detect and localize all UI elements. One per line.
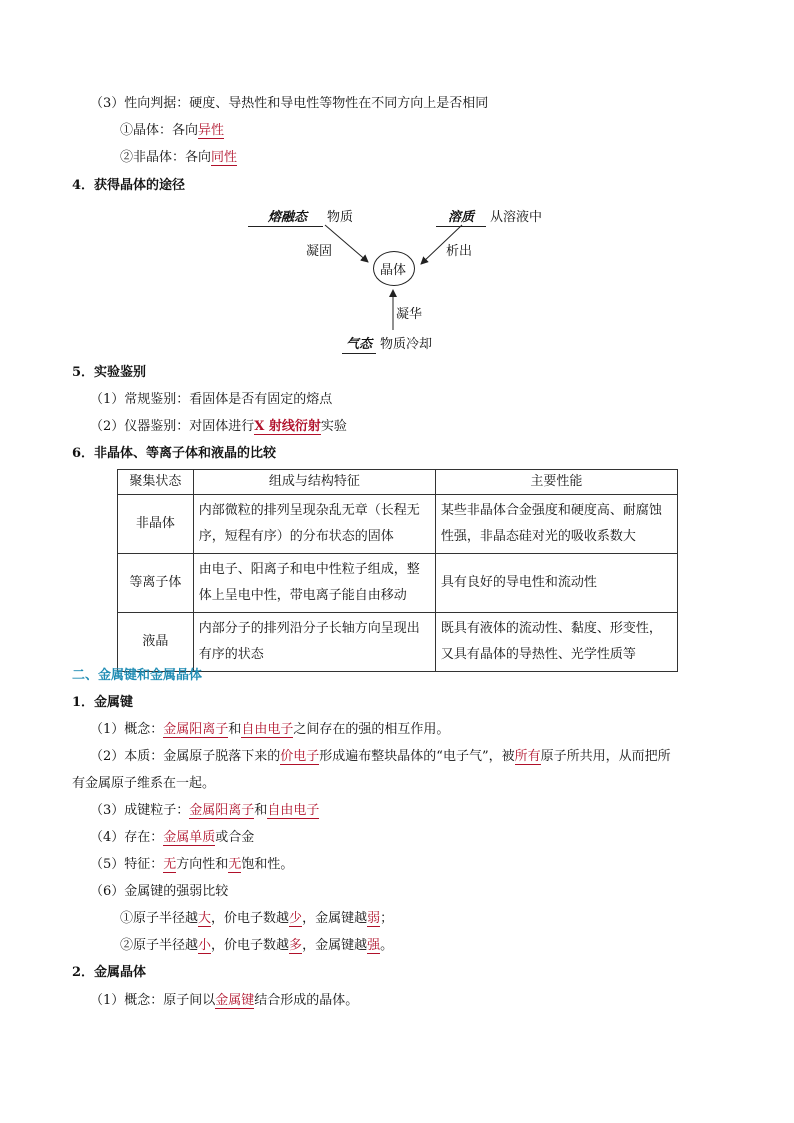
rule1-text-c: ，金属键越 bbox=[302, 911, 368, 926]
solidify-label: 凝固 bbox=[306, 244, 333, 259]
rule2-answer-2: 多 bbox=[289, 938, 303, 953]
particles-answer-2: 自由电子 bbox=[267, 803, 320, 818]
noncrystal-isotropy-line bbox=[120, 149, 237, 167]
row-property: 既具有液体的流动性、黏度、形变性，又具有晶体的导热性、光学性质等 bbox=[435, 613, 677, 672]
instrument-identification bbox=[90, 418, 347, 436]
feature-label: （5）特征： bbox=[90, 857, 164, 872]
concept-label: （1）概念： bbox=[90, 722, 164, 737]
mc-label: （1）概念：原子间以 bbox=[90, 993, 216, 1008]
mc-answer: 金属键 bbox=[215, 993, 255, 1008]
header-structure: 组成与结构特征 bbox=[193, 470, 435, 495]
routine-identification: （1）常规鉴别：看固体是否有固定的熔点 bbox=[90, 392, 333, 407]
instrument-label: （2）仪器鉴别：对固体进行 bbox=[90, 419, 255, 434]
bond-essence bbox=[90, 748, 671, 766]
row-property: 某些非晶体合金强度和硬度高、耐腐蚀性强，非晶态硅对光的吸收系数大 bbox=[435, 495, 677, 554]
melt-text: 物质 bbox=[327, 210, 354, 225]
concept-connector: 和 bbox=[228, 722, 242, 737]
rule1-answer-3: 弱 bbox=[367, 911, 381, 926]
rule1-text-d: ； bbox=[380, 911, 394, 926]
comparison-table bbox=[117, 469, 678, 672]
crystal-anisotropy-line bbox=[120, 122, 224, 140]
table-row bbox=[118, 495, 678, 554]
rule2-text-d: 。 bbox=[380, 938, 394, 953]
concept-answer-1: 金属阳离子 bbox=[163, 722, 229, 737]
bond-existence bbox=[90, 829, 254, 847]
gas-blank: 气态 bbox=[342, 337, 376, 354]
bond-essence-continued: 有金属原子维系在一起。 bbox=[72, 776, 216, 791]
row-structure: 内部微粒的排列呈现杂乱无章（长程无序，短程有序）的分布状态的固体 bbox=[193, 495, 435, 554]
row-structure: 内部分子的排列沿分子长轴方向呈现出有序的状态 bbox=[193, 613, 435, 672]
feature-suffix: 饱和性。 bbox=[241, 857, 294, 872]
arrow-solidify bbox=[325, 225, 368, 262]
header-property: 主要性能 bbox=[435, 470, 677, 495]
exist-suffix: 或合金 bbox=[215, 830, 255, 845]
bond-strength-title: （6）金属键的强弱比较 bbox=[90, 884, 229, 899]
bond-concept bbox=[90, 721, 449, 739]
anisotropy-criterion: （3）性向判据：硬度、导热性和导电性等物性在不同方向上是否相同 bbox=[90, 96, 489, 111]
part-2-title: 二、金属键和金属晶体 bbox=[72, 668, 203, 683]
noncrystal-label: ②非晶体：各向 bbox=[120, 150, 212, 165]
bonding-particles bbox=[90, 802, 319, 820]
exist-answer: 金属单质 bbox=[163, 830, 216, 845]
row-structure: 由电子、阳离子和电中性粒子组成，整体上呈电中性，带电离子能自由移动 bbox=[193, 554, 435, 613]
rule1-text-b: ，价电子数越 bbox=[211, 911, 290, 926]
concept-suffix: 之间存在的强的相互作用。 bbox=[293, 722, 450, 737]
solute-text: 从溶液中 bbox=[490, 210, 543, 225]
anisotropy-answer: 异性 bbox=[198, 123, 225, 138]
row-property: 具有良好的导电性和流动性 bbox=[435, 554, 677, 613]
rule1-answer-1: 大 bbox=[198, 911, 212, 926]
bond-feature bbox=[90, 856, 293, 874]
rule2-text-a: ②原子半径越 bbox=[120, 938, 199, 953]
metallic-crystal-concept bbox=[90, 992, 358, 1010]
metallic-crystal-title: 2．金属晶体 bbox=[72, 965, 147, 980]
instrument-suffix: 实验 bbox=[320, 419, 347, 434]
particles-label: （3）成键粒子： bbox=[90, 803, 190, 818]
section-6-title: 6．非晶体、等离子体和液晶的比较 bbox=[72, 446, 277, 461]
arrow-precipitate bbox=[421, 225, 462, 264]
row-state: 非晶体 bbox=[118, 495, 194, 554]
particles-connector: 和 bbox=[254, 803, 268, 818]
section-5-title: 5．实验鉴别 bbox=[72, 365, 147, 380]
diagram-arrows bbox=[240, 200, 570, 360]
precipitate-label: 析出 bbox=[446, 244, 473, 259]
feature-answer-2: 无 bbox=[228, 857, 242, 872]
rule2-answer-1: 小 bbox=[198, 938, 212, 953]
crystal-center-label: 晶体 bbox=[380, 263, 407, 278]
rule2-text-b: ，价电子数越 bbox=[211, 938, 290, 953]
rule2-answer-3: 强 bbox=[367, 938, 381, 953]
row-state: 液晶 bbox=[118, 613, 194, 672]
particles-answer-1: 金属阳离子 bbox=[189, 803, 255, 818]
feature-answer-1: 无 bbox=[163, 857, 177, 872]
essence-suffix: 原子所共用，从而把所 bbox=[540, 749, 671, 764]
crystal-formation-diagram bbox=[240, 200, 570, 360]
deposition-label: 凝华 bbox=[396, 307, 423, 322]
exist-label: （4）存在： bbox=[90, 830, 164, 845]
essence-middle: 形成遍布整块晶体的“电子气”，被 bbox=[319, 749, 515, 764]
row-state: 等离子体 bbox=[118, 554, 194, 613]
table-row bbox=[118, 554, 678, 613]
strength-rule-2 bbox=[120, 937, 393, 955]
mc-suffix: 结合形成的晶体。 bbox=[254, 993, 359, 1008]
header-state: 聚集状态 bbox=[118, 470, 194, 495]
concept-answer-2: 自由电子 bbox=[241, 722, 294, 737]
rule2-text-c: ，金属键越 bbox=[302, 938, 368, 953]
strength-rule-1 bbox=[120, 910, 393, 928]
feature-middle: 方向性和 bbox=[176, 857, 229, 872]
essence-answer-2: 所有 bbox=[514, 749, 541, 764]
metallic-bond-title: 1．金属键 bbox=[72, 695, 134, 710]
solute-blank: 溶质 bbox=[436, 210, 486, 227]
section-4-title: 4．获得晶体的途径 bbox=[72, 178, 186, 193]
isotropy-answer: 同性 bbox=[211, 150, 238, 165]
melt-blank: 熔融态 bbox=[248, 210, 323, 227]
rule1-answer-2: 少 bbox=[289, 911, 303, 926]
essence-answer-1: 价电子 bbox=[280, 749, 320, 764]
xray-answer: X 射线衍射 bbox=[254, 419, 321, 434]
crystal-label: ①晶体：各向 bbox=[120, 123, 199, 138]
table-row bbox=[118, 613, 678, 672]
table-header-row bbox=[118, 470, 678, 495]
gas-text: 物质冷却 bbox=[380, 337, 433, 352]
rule1-text-a: ①原子半径越 bbox=[120, 911, 199, 926]
essence-label: （2）本质：金属原子脱落下来的 bbox=[90, 749, 281, 764]
